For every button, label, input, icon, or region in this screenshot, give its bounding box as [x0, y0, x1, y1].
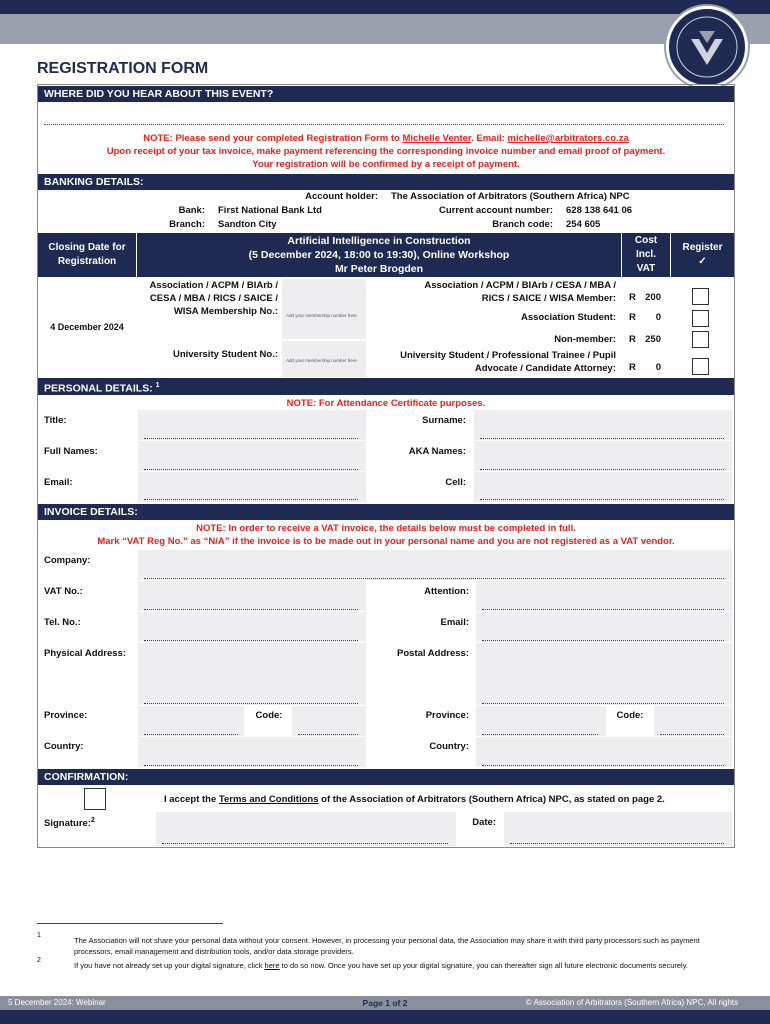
postal-country-line — [482, 765, 724, 766]
company-input[interactable] — [138, 550, 732, 580]
postal-country-label: Country: — [429, 741, 469, 752]
cost-header: Cost Incl. VAT — [622, 233, 670, 277]
footnote-text — [74, 960, 736, 971]
event-title: Artificial Intelligence in Construction — [287, 235, 471, 247]
price-currency: R — [629, 334, 636, 345]
register-checkbox-university[interactable] — [692, 358, 709, 375]
postal-province-line — [482, 734, 598, 735]
tel-input[interactable] — [138, 612, 366, 642]
hear-input[interactable] — [44, 124, 724, 125]
branch-value: Sandton City — [218, 219, 277, 230]
footer-copyright: © Association of Arbitrators (Southern Africa) NPC, All rights — [525, 998, 738, 1007]
account-holder-value: The Association of Arbitrators (Southern Africa) NPC — [391, 191, 630, 202]
page-number: Page 1 of 2 — [362, 998, 408, 1008]
terms-link[interactable]: Terms and Conditions — [218, 794, 319, 805]
student-number-input[interactable] — [282, 341, 366, 377]
title-label: Title: — [44, 415, 67, 426]
top-band — [0, 0, 770, 14]
register-header — [671, 233, 734, 277]
event-title-header — [137, 233, 621, 277]
date-label: Date: — [472, 817, 496, 828]
full-names-line — [144, 469, 358, 470]
bank-label: Bank: — [178, 205, 205, 216]
register-checkbox-nonmember[interactable] — [692, 331, 709, 348]
company-line — [144, 578, 724, 579]
footer-event: 5 December 2024: Webinar — [8, 998, 106, 1007]
cell-label: Cell: — [445, 477, 466, 488]
check-icon: ✓ — [698, 256, 707, 267]
price-label-nonmember: Non-member: — [554, 334, 616, 345]
student-placeholder: Add your membership number here — [286, 358, 357, 363]
province-label: Province: — [44, 710, 88, 721]
postal-code-label: Code: — [616, 710, 644, 721]
accept-terms-checkbox[interactable] — [84, 788, 106, 810]
physical-address-label: Physical Address: — [44, 648, 127, 659]
price-label-student: Association Student: — [520, 312, 616, 323]
title-line — [144, 438, 358, 439]
closing-date-value: 4 December 2024 — [50, 322, 124, 332]
full-names-input[interactable] — [138, 441, 366, 471]
surname-line — [480, 438, 724, 439]
price-label-university: University Student / Professional Trainee / Pupil Advocate / Candidate Attorney: — [400, 350, 616, 374]
invoice-note — [38, 522, 734, 548]
postal-address-line — [482, 703, 724, 704]
cell-line — [480, 499, 724, 500]
student-number-label: University Student No.: — [172, 349, 278, 360]
code-line — [298, 734, 358, 735]
province-input[interactable] — [138, 706, 244, 736]
event-date: (5 December 2024, 18:00 to 19:30), Online Workshop — [248, 249, 510, 261]
tel-line — [144, 640, 358, 641]
attention-label: Attention: — [424, 586, 469, 597]
postal-code-line — [660, 734, 724, 735]
footnote-number: 2 — [37, 957, 41, 964]
contact-email-link[interactable]: michelle@arbitrators.co.za — [507, 133, 629, 144]
top-band-grey — [0, 14, 770, 44]
company-label: Company: — [44, 555, 91, 566]
country-line — [144, 765, 358, 766]
postal-province-label: Province: — [425, 710, 469, 721]
date-input[interactable] — [504, 812, 732, 846]
code-label: Code: — [255, 710, 283, 721]
date-line — [510, 843, 724, 844]
personal-section-header — [38, 378, 734, 395]
footer-bar — [0, 996, 770, 1010]
price-amount-member: 200 — [645, 292, 661, 303]
logo-mark-icon — [669, 9, 745, 85]
footnote-ref: 1 — [155, 382, 160, 389]
invoice-note-line: Mark “VAT Reg No.” as “N/A” if the invoice is to be made out in your personal name and you are not registered as a VAT vendor. — [97, 536, 675, 547]
aka-label: AKA Names: — [408, 446, 466, 457]
footnote-text: The Association will not share your personal data without your consent. However, in processing your personal data, the Association may share it with third party processors such as payment processors, email management and distribution tools, and/or data storage providers. — [74, 936, 700, 956]
email-input[interactable] — [138, 472, 366, 502]
footnote-number: 1 — [37, 932, 41, 939]
physical-address-line — [144, 703, 358, 704]
association-logo — [666, 6, 748, 88]
postal-address-input[interactable] — [476, 643, 732, 705]
closing-date-header: Closing Date for Registration — [38, 233, 136, 277]
invoice-section-header: INVOICE DETAILS: — [38, 504, 734, 520]
note-line: Your registration will be confirmed by a receipt of payment. — [252, 159, 520, 170]
footnote-ref: 2 — [90, 817, 95, 824]
signature-line — [162, 843, 448, 844]
attention-line — [482, 609, 724, 610]
price-amount-nonmember: 250 — [645, 334, 661, 345]
title-input[interactable] — [138, 410, 366, 440]
price-amount-student: 0 — [655, 312, 661, 323]
accept-text: I accept the — [164, 794, 219, 805]
province-line — [144, 734, 238, 735]
invoice-email-label: Email: — [440, 617, 469, 628]
price-currency: R — [629, 312, 636, 323]
accept-text: of the Association of Arbitrators (Southern Africa) NPC, as stated on page 2. — [318, 794, 665, 805]
tel-label: Tel. No.: — [44, 617, 81, 628]
cell-input[interactable] — [474, 472, 732, 502]
price-amount-university: 0 — [655, 362, 661, 373]
register-checkbox-student[interactable] — [692, 310, 709, 327]
note-text: . Email: — [471, 133, 508, 144]
register-header-label: Register — [682, 242, 723, 253]
branch-code-value: 254 605 — [566, 219, 601, 230]
price-currency: R — [629, 362, 636, 373]
surname-input[interactable] — [474, 410, 732, 440]
postal-address-label: Postal Address: — [397, 648, 469, 659]
attention-input[interactable] — [476, 581, 732, 611]
signature-setup-link[interactable]: here — [264, 961, 280, 970]
vat-input[interactable] — [138, 581, 366, 611]
country-input[interactable] — [138, 737, 366, 767]
email-line — [144, 499, 358, 500]
branch-code-label: Branch code: — [492, 219, 553, 230]
register-checkbox-member[interactable] — [692, 288, 709, 305]
email-label: Email: — [44, 477, 73, 488]
bank-value: First National Bank Ltd — [218, 205, 322, 216]
signature-input[interactable] — [156, 812, 456, 846]
membership-placeholder: Add your membership number here — [286, 313, 357, 318]
invoice-note-line: NOTE: In order to receive a VAT invoice, the details below must be completed in full. — [196, 523, 576, 534]
hear-section-header: WHERE DID YOU HEAR ABOUT THIS EVENT? — [38, 86, 734, 102]
account-number-label: Current account number: — [438, 205, 553, 216]
page-title: REGISTRATION FORM — [37, 60, 209, 77]
postal-province-input[interactable] — [476, 706, 606, 736]
personal-header-label: PERSONAL DETAILS: — [44, 382, 153, 395]
price-label-member: Association / ACPM / BIArb / CESA / MBA / RICS / SAICE / WISA Member: — [424, 280, 616, 304]
event-presenter: Mr Peter Brogden — [334, 263, 424, 275]
branch-label: Branch: — [169, 219, 205, 230]
signature-label-text: Signature: — [44, 818, 91, 830]
vat-label: VAT No.: — [44, 586, 83, 597]
country-label: Country: — [44, 741, 84, 752]
banking-section-header: BANKING DETAILS: — [38, 174, 734, 190]
personal-note: NOTE: For Attendance Certificate purposes. — [286, 398, 486, 409]
aka-line — [480, 469, 724, 470]
note-text: NOTE: Please send your completed Registration Form to — [143, 133, 403, 144]
invoice-email-input[interactable] — [476, 612, 732, 642]
note-line: Upon receipt of your tax invoice, make payment referencing the corresponding invoice number and email proof of payment. — [106, 146, 666, 157]
surname-label: Surname: — [422, 415, 466, 426]
price-currency: R — [629, 292, 636, 303]
full-names-label: Full Names: — [44, 446, 98, 457]
account-holder-label: Account holder: — [305, 191, 378, 202]
membership-number-input[interactable] — [282, 279, 366, 339]
footnote-divider — [37, 923, 223, 924]
account-number-value: 628 138 641 06 — [566, 205, 633, 216]
postal-country-input[interactable] — [476, 737, 732, 767]
invoice-email-line — [482, 640, 724, 641]
vat-line — [144, 609, 358, 610]
aka-input[interactable] — [474, 441, 732, 471]
registration-note — [38, 132, 734, 171]
contact-name-link[interactable]: Michelle Venter — [402, 133, 472, 144]
footnote-text-part: If you have not already set up your digital signature, click — [74, 961, 265, 970]
accept-terms-text — [164, 794, 665, 805]
postal-code-input[interactable] — [654, 706, 732, 736]
physical-address-input[interactable] — [138, 643, 366, 705]
signature-label — [44, 817, 95, 829]
confirmation-section-header: CONFIRMATION: — [38, 769, 734, 785]
footnote-text-part: to do so now. Once you have set up your digital signature, you can thereafter sign all future electronic documents securely. — [279, 961, 688, 970]
membership-number-label: Association / ACPM / BIArb / CESA / MBA / RICS / SAICE / WISA Membership No.: — [149, 280, 278, 317]
footer-band — [0, 1010, 770, 1024]
code-input[interactable] — [292, 706, 366, 736]
